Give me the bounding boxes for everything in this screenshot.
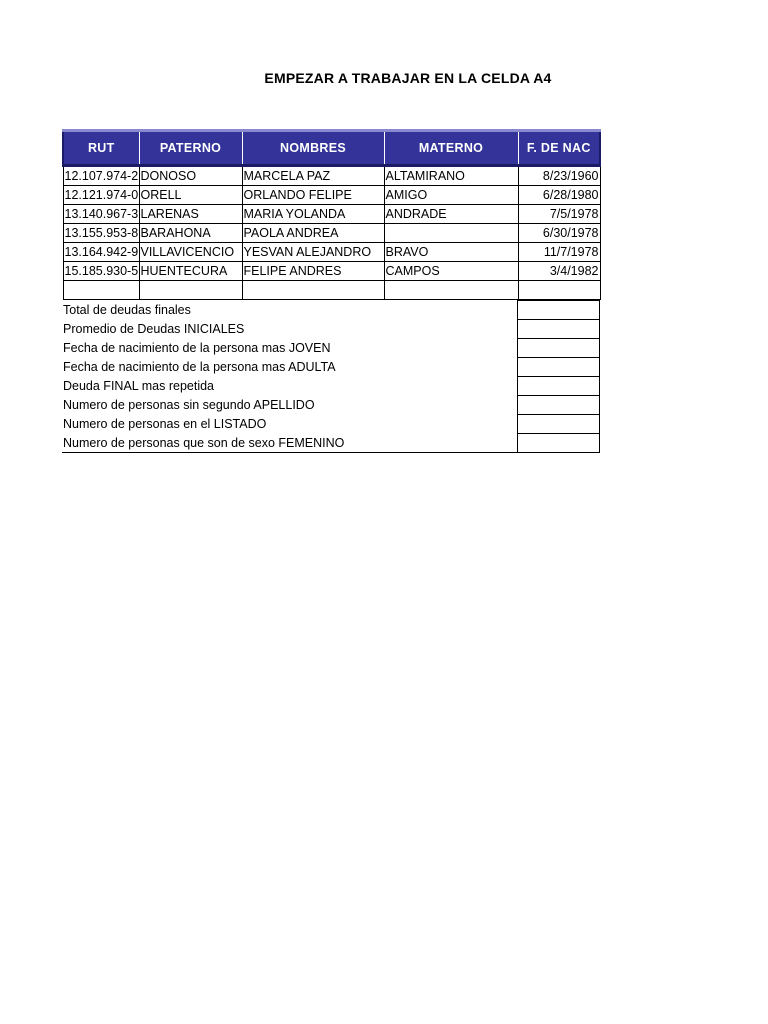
empty-row xyxy=(63,281,600,300)
summary-value-cell[interactable] xyxy=(517,301,599,320)
header-paterno[interactable]: PATERNO xyxy=(139,131,242,166)
summary-label: Total de deudas finales xyxy=(63,303,191,317)
cell-materno[interactable]: AMIGO xyxy=(384,186,518,205)
spreadsheet xyxy=(62,129,599,453)
empty-cell[interactable] xyxy=(518,281,600,300)
empty-cell[interactable] xyxy=(242,281,384,300)
cell-materno[interactable]: CAMPOS xyxy=(384,262,518,281)
cell-paterno[interactable]: ORELL xyxy=(139,186,242,205)
cell-paterno[interactable]: VILLAVICENCIO xyxy=(139,243,242,262)
empty-cell[interactable] xyxy=(384,281,518,300)
cell-paterno[interactable]: BARAHONA xyxy=(139,224,242,243)
cell-fecha-nac[interactable]: 11/7/1978 xyxy=(518,243,600,262)
cell-rut[interactable]: 13.155.953-8 xyxy=(63,224,139,243)
cell-nombres[interactable]: PAOLA ANDREA xyxy=(242,224,384,243)
header-nombres[interactable]: NOMBRES xyxy=(242,131,384,166)
summary-label: Fecha de nacimiento de la persona mas ADULTA xyxy=(63,360,336,374)
summary-row xyxy=(62,358,599,377)
summary-label: Deuda FINAL mas repetida xyxy=(63,379,215,393)
cell-rut[interactable]: 12.121.974-0 xyxy=(63,186,139,205)
cell-nombres[interactable]: FELIPE ANDRES xyxy=(242,262,384,281)
table-row xyxy=(63,224,600,243)
summary-label: Numero de personas sin segundo APELLIDO xyxy=(63,398,315,412)
summary-row xyxy=(62,377,599,396)
cell-materno[interactable] xyxy=(384,224,518,243)
header-row xyxy=(63,131,600,166)
cell-fecha-nac[interactable]: 7/5/1978 xyxy=(518,205,600,224)
summary-value-cell[interactable] xyxy=(517,358,599,377)
cell-nombres[interactable]: MARIA YOLANDA xyxy=(242,205,384,224)
summary-row xyxy=(62,434,599,453)
cell-fecha-nac[interactable]: 3/4/1982 xyxy=(518,262,600,281)
summary-row xyxy=(62,415,599,434)
empty-cell[interactable] xyxy=(63,281,139,300)
summary-label: Promedio de Deudas INICIALES xyxy=(63,322,245,336)
cell-rut[interactable]: 15.185.930-5 xyxy=(63,262,139,281)
cell-rut[interactable]: 13.164.942-9 xyxy=(63,243,139,262)
cell-rut[interactable]: 13.140.967-3 xyxy=(63,205,139,224)
summary-row xyxy=(62,301,599,320)
summary-label: Fecha de nacimiento de la persona mas JOVEN xyxy=(63,341,331,355)
summary-row xyxy=(62,320,599,339)
summary-label: Numero de personas en el LISTADO xyxy=(63,417,267,431)
summary-label: Numero de personas que son de sexo FEMENINO xyxy=(62,434,517,453)
summary-value-cell[interactable] xyxy=(517,434,599,453)
header-rut[interactable]: RUT xyxy=(63,131,139,166)
cell-nombres[interactable]: MARCELA PAZ xyxy=(242,166,384,186)
page-title: EMPEZAR A TRABAJAR EN LA CELDA A4 xyxy=(264,70,552,86)
empty-cell[interactable] xyxy=(139,281,242,300)
cell-nombres[interactable]: YESVAN ALEJANDRO xyxy=(242,243,384,262)
table-row xyxy=(63,205,600,224)
header-fecha-nac[interactable]: F. DE NAC xyxy=(518,131,600,166)
summary-value-cell[interactable] xyxy=(517,377,599,396)
summary-value-cell[interactable] xyxy=(517,415,599,434)
summary-table xyxy=(62,300,600,453)
table-row xyxy=(63,262,600,281)
cell-materno[interactable]: ANDRADE xyxy=(384,205,518,224)
cell-materno[interactable]: ALTAMIRANO xyxy=(384,166,518,186)
table-row xyxy=(63,186,600,205)
summary-value-cell[interactable] xyxy=(517,396,599,415)
cell-paterno[interactable]: DONOSO xyxy=(139,166,242,186)
cell-paterno[interactable]: HUENTECURA xyxy=(139,262,242,281)
header-materno[interactable]: MATERNO xyxy=(384,131,518,166)
summary-row xyxy=(62,396,599,415)
summary-row xyxy=(62,339,599,358)
cell-materno[interactable]: BRAVO xyxy=(384,243,518,262)
cell-fecha-nac[interactable]: 6/30/1978 xyxy=(518,224,600,243)
summary-value-cell[interactable] xyxy=(517,339,599,358)
cell-nombres[interactable]: ORLANDO FELIPE xyxy=(242,186,384,205)
summary-value-cell[interactable] xyxy=(517,320,599,339)
data-table xyxy=(62,129,601,300)
cell-rut[interactable]: 12.107.974-2 xyxy=(63,166,139,186)
cell-paterno[interactable]: LARENAS xyxy=(139,205,242,224)
cell-fecha-nac[interactable]: 6/28/1980 xyxy=(518,186,600,205)
table-row xyxy=(63,243,600,262)
cell-fecha-nac[interactable]: 8/23/1960 xyxy=(518,166,600,186)
table-row xyxy=(63,166,600,186)
